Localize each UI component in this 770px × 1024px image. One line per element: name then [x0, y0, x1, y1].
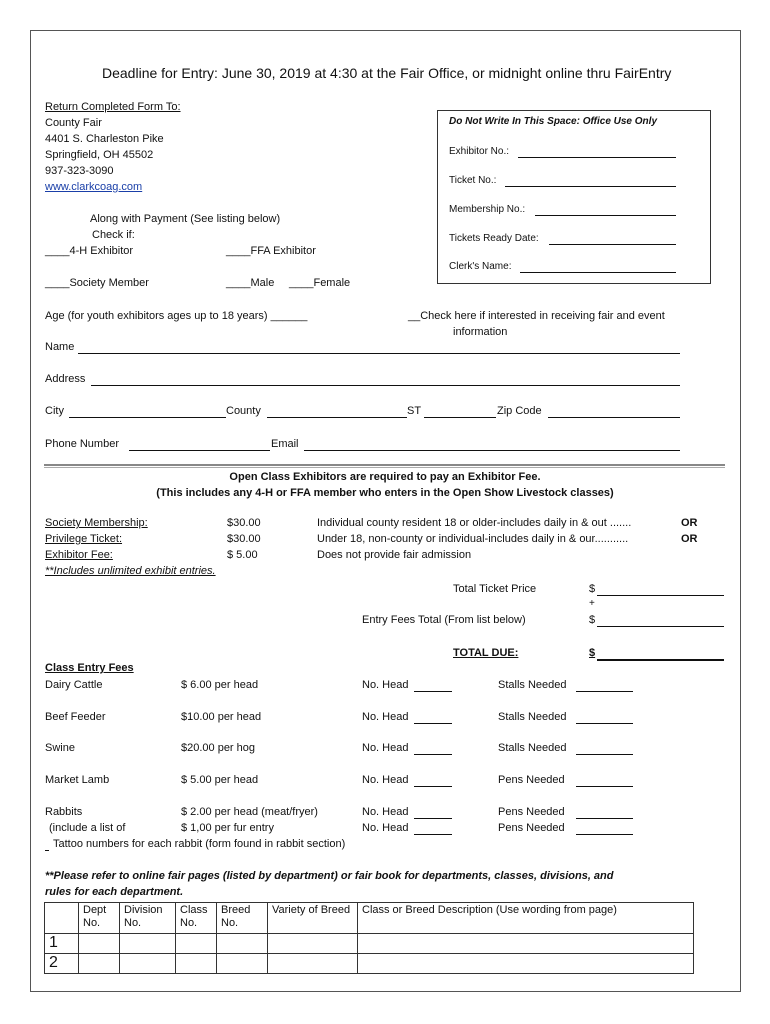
- need-field-swine[interactable]: [576, 754, 633, 755]
- membership-no-label: Membership No.:: [449, 204, 526, 215]
- class-price-lamb: $ 5.00 per head: [181, 774, 259, 786]
- tickets-ready-label: Tickets Ready Date:: [449, 233, 539, 244]
- rabbit-price-meat: $ 2.00 per head (meat/fryer): [181, 806, 318, 818]
- class-name-swine: Swine: [45, 742, 75, 754]
- exhibitor-no-label: Exhibitor No.:: [449, 146, 510, 157]
- address-label: Address: [45, 373, 86, 385]
- dept-cell[interactable]: [79, 934, 120, 954]
- dept-cell[interactable]: [79, 954, 120, 974]
- divider: [44, 464, 725, 466]
- st-field[interactable]: [424, 417, 496, 418]
- refer-note-line2: rules for each department.: [45, 886, 184, 898]
- tickets-ready-field[interactable]: [549, 244, 676, 245]
- head-field-beef[interactable]: [414, 723, 452, 724]
- total-due-label: TOTAL DUE:: [453, 647, 519, 659]
- class-need-lamb: Pens Needed: [498, 774, 565, 786]
- class-price-swine: $20.00 per hog: [181, 742, 256, 754]
- return-heading: Return Completed Form To:: [45, 101, 181, 113]
- total-ticket-dollar: $: [589, 583, 596, 595]
- header-division: Division No.: [120, 903, 176, 934]
- clerk-name-label: Clerk's Name:: [449, 261, 512, 272]
- rabbit-head-fur: No. Head: [362, 822, 409, 834]
- entry-fees-field[interactable]: [597, 626, 724, 627]
- table-row: [45, 934, 694, 954]
- total-ticket-field[interactable]: [597, 595, 724, 596]
- open-class-line1: Open Class Exhibitors are required to pay an Exhibitor Fee.: [229, 471, 541, 483]
- zip-field[interactable]: [548, 417, 680, 418]
- class-name-dairy: Dairy Cattle: [45, 679, 103, 691]
- entry-table-corner: [45, 903, 79, 934]
- age-field[interactable]: Age (for youth exhibitors ages up to 18 years) ______: [45, 310, 308, 322]
- class-price-beef: $10.00 per head: [181, 711, 262, 723]
- fees-note: **Includes unlimited exhibit entries.: [45, 565, 216, 577]
- return-org: County Fair: [45, 117, 102, 129]
- return-phone: 937-323-3090: [45, 165, 114, 177]
- divider-secondary: [44, 467, 725, 468]
- check-if-label: Check if:: [92, 229, 135, 241]
- class-name-beef: Beef Feeder: [45, 711, 106, 723]
- rabbits-note: (include a list of: [49, 822, 126, 834]
- class-need-dairy: Stalls Needed: [498, 679, 567, 691]
- check-society-member[interactable]: ____Society Member: [45, 277, 149, 289]
- fee-price-exhibitor: $ 5.00: [227, 549, 258, 561]
- city-label: City: [45, 405, 64, 417]
- fee-label-society: Society Membership:: [45, 517, 148, 529]
- email-field[interactable]: [304, 450, 680, 451]
- header-dept: Dept No.: [79, 903, 120, 934]
- fee-label-exhibitor: Exhibitor Fee:: [45, 549, 113, 561]
- rabbit-head-fur-field[interactable]: [414, 834, 452, 835]
- rabbit-head-meat: No. Head: [362, 806, 409, 818]
- total-due-dollar: $: [589, 647, 596, 659]
- plus-sign: +: [589, 598, 595, 609]
- header-breed: Breed No.: [217, 903, 268, 934]
- class-head-beef: No. Head: [362, 711, 409, 723]
- fee-desc-exhibitor: Does not provide fair admission: [317, 549, 472, 561]
- fee-price-society: $30.00: [227, 517, 261, 529]
- head-field-swine[interactable]: [414, 754, 452, 755]
- need-field-beef[interactable]: [576, 723, 633, 724]
- fee-or-1: OR: [681, 517, 698, 529]
- fee-desc-society: Individual county resident 18 or older-includes daily in & out .......: [317, 517, 632, 529]
- class-head-lamb: No. Head: [362, 774, 409, 786]
- return-street: 4401 S. Charleston Pike: [45, 133, 164, 145]
- description-cell[interactable]: [358, 954, 694, 974]
- interest-check[interactable]: __Check here if interested in receiving fair and event: [408, 310, 665, 322]
- head-field-dairy[interactable]: [414, 691, 452, 692]
- ticket-no-label: Ticket No.:: [449, 175, 497, 186]
- class-cell[interactable]: [176, 954, 217, 974]
- class-name-lamb: Market Lamb: [45, 774, 110, 786]
- fee-or-2: OR: [681, 533, 698, 545]
- county-label: County: [226, 405, 261, 417]
- class-head-swine: No. Head: [362, 742, 409, 754]
- check-ffa-exhibitor[interactable]: ____FFA Exhibitor: [226, 245, 316, 257]
- breed-cell[interactable]: [217, 954, 268, 974]
- city-field[interactable]: [69, 417, 226, 418]
- rabbit-head-meat-field[interactable]: [414, 818, 452, 819]
- breed-cell[interactable]: [217, 934, 268, 954]
- division-cell[interactable]: [120, 934, 176, 954]
- refer-note-line1: **Please refer to online fair pages (listed by department) or fair book for departments, classes, divisions, and: [45, 870, 614, 882]
- rabbit-price-fur: $ 1,00 per fur entry: [181, 822, 274, 834]
- rabbit-need-fur: Pens Needed: [498, 822, 565, 834]
- fee-desc-privilege: Under 18, non-county or individual-includes daily in & our...........: [317, 533, 629, 545]
- return-city: Springfield, OH 45502: [45, 149, 154, 161]
- class-cell[interactable]: [176, 934, 217, 954]
- need-field-dairy[interactable]: [576, 691, 633, 692]
- office-title: Do Not Write In This Space: Office Use Only: [449, 116, 658, 127]
- address-field[interactable]: [91, 385, 680, 386]
- class-name-rabbits: Rabbits: [45, 806, 83, 818]
- total-due-field[interactable]: [597, 659, 724, 661]
- header-variety: Variety of Breed: [268, 903, 358, 934]
- phone-field[interactable]: [129, 450, 270, 451]
- email-label: Email: [271, 438, 299, 450]
- rabbit-need-meat: Pens Needed: [498, 806, 565, 818]
- check-4h-exhibitor[interactable]: ____4-H Exhibitor: [45, 245, 134, 257]
- class-need-beef: Stalls Needed: [498, 711, 567, 723]
- rabbit-need-fur-field[interactable]: [576, 834, 633, 835]
- exhibitor-no-field[interactable]: [518, 157, 676, 158]
- variety-cell[interactable]: [268, 954, 358, 974]
- fee-label-privilege: Privilege Ticket:: [45, 533, 123, 545]
- entry-fees-label: Entry Fees Total (From list below): [362, 614, 526, 626]
- office-use-box: [437, 110, 711, 284]
- check-male[interactable]: ____Male: [226, 277, 275, 289]
- deadline-text: Deadline for Entry: June 30, 2019 at 4:30 at the Fair Office, or midnight online thru FairEntry: [102, 65, 672, 81]
- fee-price-privilege: $30.00: [227, 533, 261, 545]
- phone-label: Phone Number: [45, 438, 119, 450]
- header-description: Class or Breed Description (Use wording from page): [358, 903, 694, 934]
- class-entry-heading: Class Entry Fees: [45, 662, 134, 674]
- open-class-line2: (This includes any 4-H or FFA member who enters in the Open Show Livestock classes): [156, 487, 614, 499]
- row-number: 2: [45, 954, 79, 974]
- entry-fees-dollar: $: [589, 614, 596, 626]
- total-ticket-label: Total Ticket Price: [453, 583, 537, 595]
- row-number: 1: [45, 934, 79, 954]
- rabbit-need-meat-field[interactable]: [576, 818, 633, 819]
- membership-no-field[interactable]: [535, 215, 676, 216]
- zip-label: Zip Code: [497, 405, 542, 417]
- table-row: [45, 954, 694, 974]
- tattoo-blank[interactable]: [45, 850, 49, 851]
- class-need-swine: Stalls Needed: [498, 742, 567, 754]
- website-link[interactable]: www.clarkcoag.com: [45, 181, 143, 193]
- interest-check-line2: information: [453, 326, 508, 338]
- need-field-lamb[interactable]: [576, 786, 633, 787]
- description-cell[interactable]: [358, 934, 694, 954]
- head-field-lamb[interactable]: [414, 786, 452, 787]
- class-head-dairy: No. Head: [362, 679, 409, 691]
- county-field[interactable]: [267, 417, 407, 418]
- clerk-name-field[interactable]: [520, 272, 676, 273]
- rabbit-tattoo-note: Tattoo numbers for each rabbit (form found in rabbit section): [53, 838, 346, 850]
- header-class: Class No.: [176, 903, 217, 934]
- entry-table: [44, 902, 694, 974]
- name-label: Name: [45, 341, 75, 353]
- class-price-dairy: $ 6.00 per head: [181, 679, 259, 691]
- variety-cell[interactable]: [268, 934, 358, 954]
- st-label: ST: [407, 405, 422, 417]
- entry-table-header: [45, 903, 694, 934]
- name-field[interactable]: [78, 353, 680, 354]
- ticket-no-field[interactable]: [505, 186, 676, 187]
- payment-note: Along with Payment (See listing below): [90, 213, 281, 225]
- check-female[interactable]: ____Female: [289, 277, 351, 289]
- division-cell[interactable]: [120, 954, 176, 974]
